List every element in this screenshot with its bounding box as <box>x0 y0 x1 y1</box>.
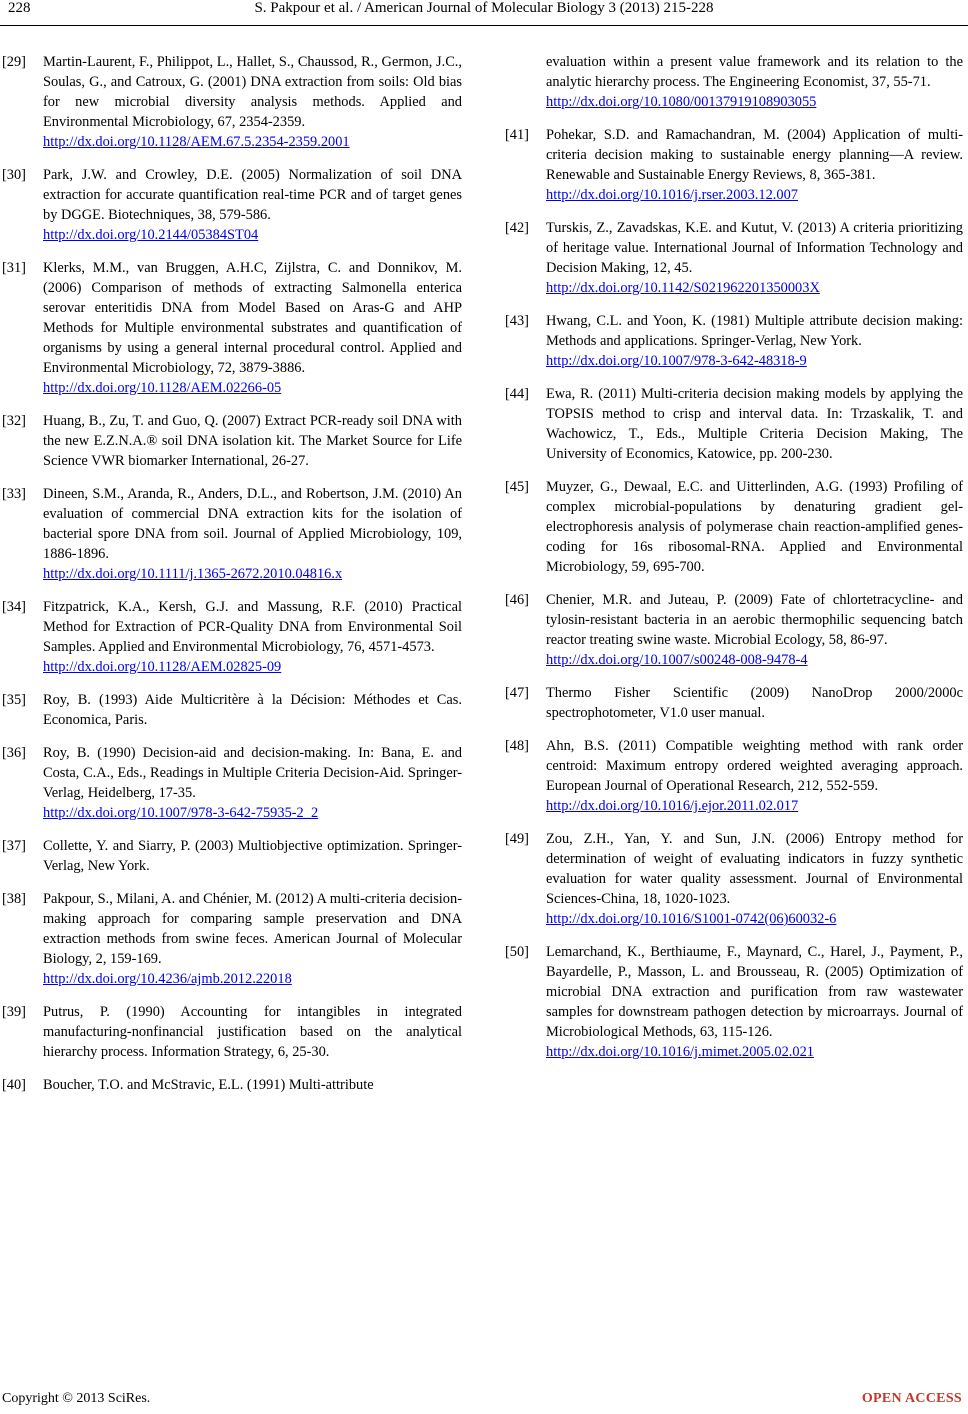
reference-text: Thermo Fisher Scientific (2009) NanoDrop 2000/2000c spectrophotometer, V1.0 user manual. <box>546 685 963 721</box>
reference-number: [30] <box>2 167 26 183</box>
reference-31 <box>2 258 462 398</box>
reference-doi-link[interactable]: http://dx.doi.org/10.1128/AEM.02825-09 <box>43 659 282 675</box>
reference-number: [40] <box>2 1077 26 1093</box>
open-access-label: OPEN ACCESS <box>861 1391 962 1406</box>
reference-43 <box>505 311 963 371</box>
reference-39 <box>2 1002 462 1062</box>
copyright-notice: Copyright © 2013 SciRes. <box>2 1391 151 1406</box>
reference-doi-link[interactable]: http://dx.doi.org/10.1016/j.mimet.2005.02.021 <box>546 1044 814 1060</box>
reference-42 <box>505 218 963 298</box>
reference-number: [47] <box>505 685 529 701</box>
reference-36 <box>2 743 462 823</box>
reference-number: [49] <box>505 831 529 847</box>
reference-text: Turskis, Z., Zavadskas, K.E. and Kutut, V. (2013) A criteria prioritizing of heritage value. International Journal of Information Technology and Decision Making, 12, 45. <box>546 220 963 276</box>
reference-47 <box>505 683 963 723</box>
reference-text: Martin-Laurent, F., Philippot, L., Hallet, S., Chaussod, R., Germon, J.C., Soulas, G., and Catroux, G. (2001) DNA extraction from soils: Old bias for new microbial diversity analysis methods. Applied and Environmental Microbiology, 67, 2354-2359. <box>43 54 462 130</box>
reference-doi-link[interactable]: http://dx.doi.org/10.1007/s00248-008-9478-4 <box>546 652 808 668</box>
reference-number: [38] <box>2 891 26 907</box>
reference-text: Pohekar, S.D. and Ramachandran, M. (2004) Application of multi-criteria decision making to sustainable energy planning—A review. Renewable and Sustainable Energy Reviews, 8, 365-381. <box>546 127 963 183</box>
page-number: 228 <box>8 0 31 16</box>
reference-text: Pakpour, S., Milani, A. and Chénier, M. (2012) A multi-criteria decision-making approach for comparing sample preservation and DNA extraction methods from swine feces. American Journal of Molecular Biology, 2, 159-169. <box>43 891 462 967</box>
reference-number: [43] <box>505 313 529 329</box>
reference-number: [42] <box>505 220 529 236</box>
reference-number: [48] <box>505 738 529 754</box>
reference-29 <box>2 52 462 152</box>
reference-text: Ahn, B.S. (2011) Compatible weighting method with rank order centroid: Maximum entropy ordered weighted averaging approach. European Journal of Operational Research, 212, 552-559. <box>546 738 963 794</box>
reference-text: Collette, Y. and Siarry, P. (2003) Multiobjective optimization. Springer-Verlag, New York. <box>43 838 462 874</box>
reference-number: [44] <box>505 386 529 402</box>
reference-40 <box>2 1075 462 1095</box>
reference-doi-link[interactable]: http://dx.doi.org/10.1007/978-3-642-75935-2_2 <box>43 805 319 821</box>
reference-number: [41] <box>505 127 529 143</box>
reference-33 <box>2 484 462 584</box>
reference-text: Ewa, R. (2011) Multi-criteria decision making models by applying the TOPSIS method to crisp and interval data. In: Trzaskalik, T. and Wachowicz, T., Eds., Multiple Criteria Decision Making, The University of Economics, Katowice, pp. 200-230. <box>546 386 963 462</box>
reference-50 <box>505 942 963 1062</box>
running-header: S. Pakpour et al. / American Journal of Molecular Biology 3 (2013) 215-228 <box>254 0 714 16</box>
reference-41 <box>505 125 963 205</box>
reference-doi-link[interactable]: http://dx.doi.org/10.2144/05384ST04 <box>43 227 259 243</box>
reference-number: [46] <box>505 592 529 608</box>
reference-doi-link[interactable]: http://dx.doi.org/10.1007/978-3-642-48318-9 <box>546 353 807 369</box>
reference-text: Klerks, M.M., van Bruggen, A.H.C, Zijlstra, C. and Donnikov, M. (2006) Comparison of methods of extracting Salmonella enterica serovar enteritidis DNA from Model Based on Aras-G and AHP Methods for Multiple environmental substrates and quantification of organisms by using a general internal procedural control. Applied and Environmental Microbiology, 72, 3879-3886. <box>43 260 462 376</box>
reference-number: [35] <box>2 692 26 708</box>
reference-46 <box>505 590 963 670</box>
reference-text: Boucher, T.O. and McStravic, E.L. (1991) Multi-attribute <box>43 1077 374 1093</box>
reference-text: Roy, B. (1990) Decision-aid and decision-making. In: Bana, E. and Costa, C.A., Eds., Readings in Multiple Criteria Decision-Aid. Springer-Verlag, Heidelberg, 17-35. <box>43 745 462 801</box>
reference-text: Muyzer, G., Dewaal, E.C. and Uitterlinden, A.G. (1993) Profiling of complex microbial-populations by denaturing gradient gel-electrophoresis analysis of polymerase chain reaction-amplified genes-coding for 16s ribosomal-RNA. Applied and Environmental Microbiology, 59, 695-700. <box>546 479 963 575</box>
reference-number: [36] <box>2 745 26 761</box>
references-left-column <box>2 52 462 1108</box>
reference-doi-link[interactable]: http://dx.doi.org/10.1080/00137919108903055 <box>546 94 817 110</box>
reference-doi-link[interactable]: http://dx.doi.org/10.1016/j.ejor.2011.02.017 <box>546 798 799 814</box>
reference-text: Zou, Z.H., Yan, Y. and Sun, J.N. (2006) Entropy method for determination of weight of evaluating indicators in fuzzy synthetic evaluation for water quality assessment. Journal of Environmental Sciences-China, 18, 1020-1023. <box>546 831 963 907</box>
references-right-column <box>505 52 963 1075</box>
reference-37 <box>2 836 462 876</box>
reference-number: [32] <box>2 413 26 429</box>
reference-48 <box>505 736 963 816</box>
reference-number: [50] <box>505 944 529 960</box>
reference-text: Huang, B., Zu, T. and Guo, Q. (2007) Extract PCR-ready soil DNA with the new E.Z.N.A.® soil DNA isolation kit. The Market Source for Life Science VWR biomarker International, 26-27. <box>43 413 462 469</box>
reference-text: Hwang, C.L. and Yoon, K. (1981) Multiple attribute decision making: Methods and applications. Springer-Verlag, New York. <box>546 313 963 349</box>
reference-number: [34] <box>2 599 26 615</box>
reference-text: Lemarchand, K., Berthiaume, F., Maynard, C., Harel, J., Payment, P., Bayardelle, P., Masson, L. and Brousseau, R. (2005) Optimization of microbial DNA extraction and purification from raw wastewater samples for downstream pathogen detection by microarrays. Journal of Microbiological Methods, 63, 115-126. <box>546 944 963 1040</box>
reference-44 <box>505 384 963 464</box>
reference-35 <box>2 690 462 730</box>
reference-38 <box>2 889 462 989</box>
reference-number: [33] <box>2 486 26 502</box>
reference-text: evaluation within a present value framework and its relation to the analytic hierarchy process. The Engineering Economist, 37, 55-71. <box>546 54 963 90</box>
reference-doi-link[interactable]: http://dx.doi.org/10.1111/j.1365-2672.2010.04816.x <box>43 566 343 582</box>
reference-number: [29] <box>2 54 26 70</box>
reference-45 <box>505 477 963 577</box>
reference-text: Fitzpatrick, K.A., Kersh, G.J. and Massung, R.F. (2010) Practical Method for Extraction of PCR-Quality DNA from Environmental Soil Samples. Applied and Environmental Microbiology, 76, 4571-4573. <box>43 599 462 655</box>
reference-doi-link[interactable]: http://dx.doi.org/10.1016/j.rser.2003.12.007 <box>546 187 798 203</box>
reference-text: Putrus, P. (1990) Accounting for intangibles in integrated manufacturing-nonfinancial justification based on the analytical hierarchy process. Information Strategy, 6, 25-30. <box>43 1004 462 1060</box>
reference-number: [31] <box>2 260 26 276</box>
reference-number: [45] <box>505 479 529 495</box>
reference-doi-link[interactable]: http://dx.doi.org/10.1128/AEM.67.5.2354-2359.2001 <box>43 134 350 150</box>
reference-number: [37] <box>2 838 26 854</box>
reference-32 <box>2 411 462 471</box>
reference-doi-link[interactable]: http://dx.doi.org/10.1142/S021962201350003X <box>546 280 820 296</box>
reference-number: [39] <box>2 1004 26 1020</box>
reference-doi-link[interactable]: http://dx.doi.org/10.4236/ajmb.2012.22018 <box>43 971 292 987</box>
header-rule <box>0 25 968 26</box>
reference-doi-link[interactable]: http://dx.doi.org/10.1016/S1001-0742(06)60032-6 <box>546 911 837 927</box>
reference-text: Roy, B. (1993) Aide Multicritère à la Décision: Méthodes et Cas. Economica, Paris. <box>43 692 462 728</box>
reference-40-continued <box>505 52 963 112</box>
reference-49 <box>505 829 963 929</box>
reference-34 <box>2 597 462 677</box>
reference-text: Chenier, M.R. and Juteau, P. (2009) Fate of chlortetracycline- and tylosin-resistant bacteria in an aerobic thermophilic sequencing batch reactor treating swine waste. Microbial Ecology, 58, 86-97. <box>546 592 963 648</box>
reference-text: Dineen, S.M., Aranda, R., Anders, D.L., and Robertson, J.M. (2010) An evaluation of commercial DNA extraction kits for the isolation of bacterial spore DNA from soil. Journal of Applied Microbiology, 109, 1886-1896. <box>43 486 462 562</box>
reference-doi-link[interactable]: http://dx.doi.org/10.1128/AEM.02266-05 <box>43 380 282 396</box>
reference-30 <box>2 165 462 245</box>
reference-text: Park, J.W. and Crowley, D.E. (2005) Normalization of soil DNA extraction for accurate quantification real-time PCR and of target genes by DGGE. Biotechniques, 38, 579-586. <box>43 167 462 223</box>
